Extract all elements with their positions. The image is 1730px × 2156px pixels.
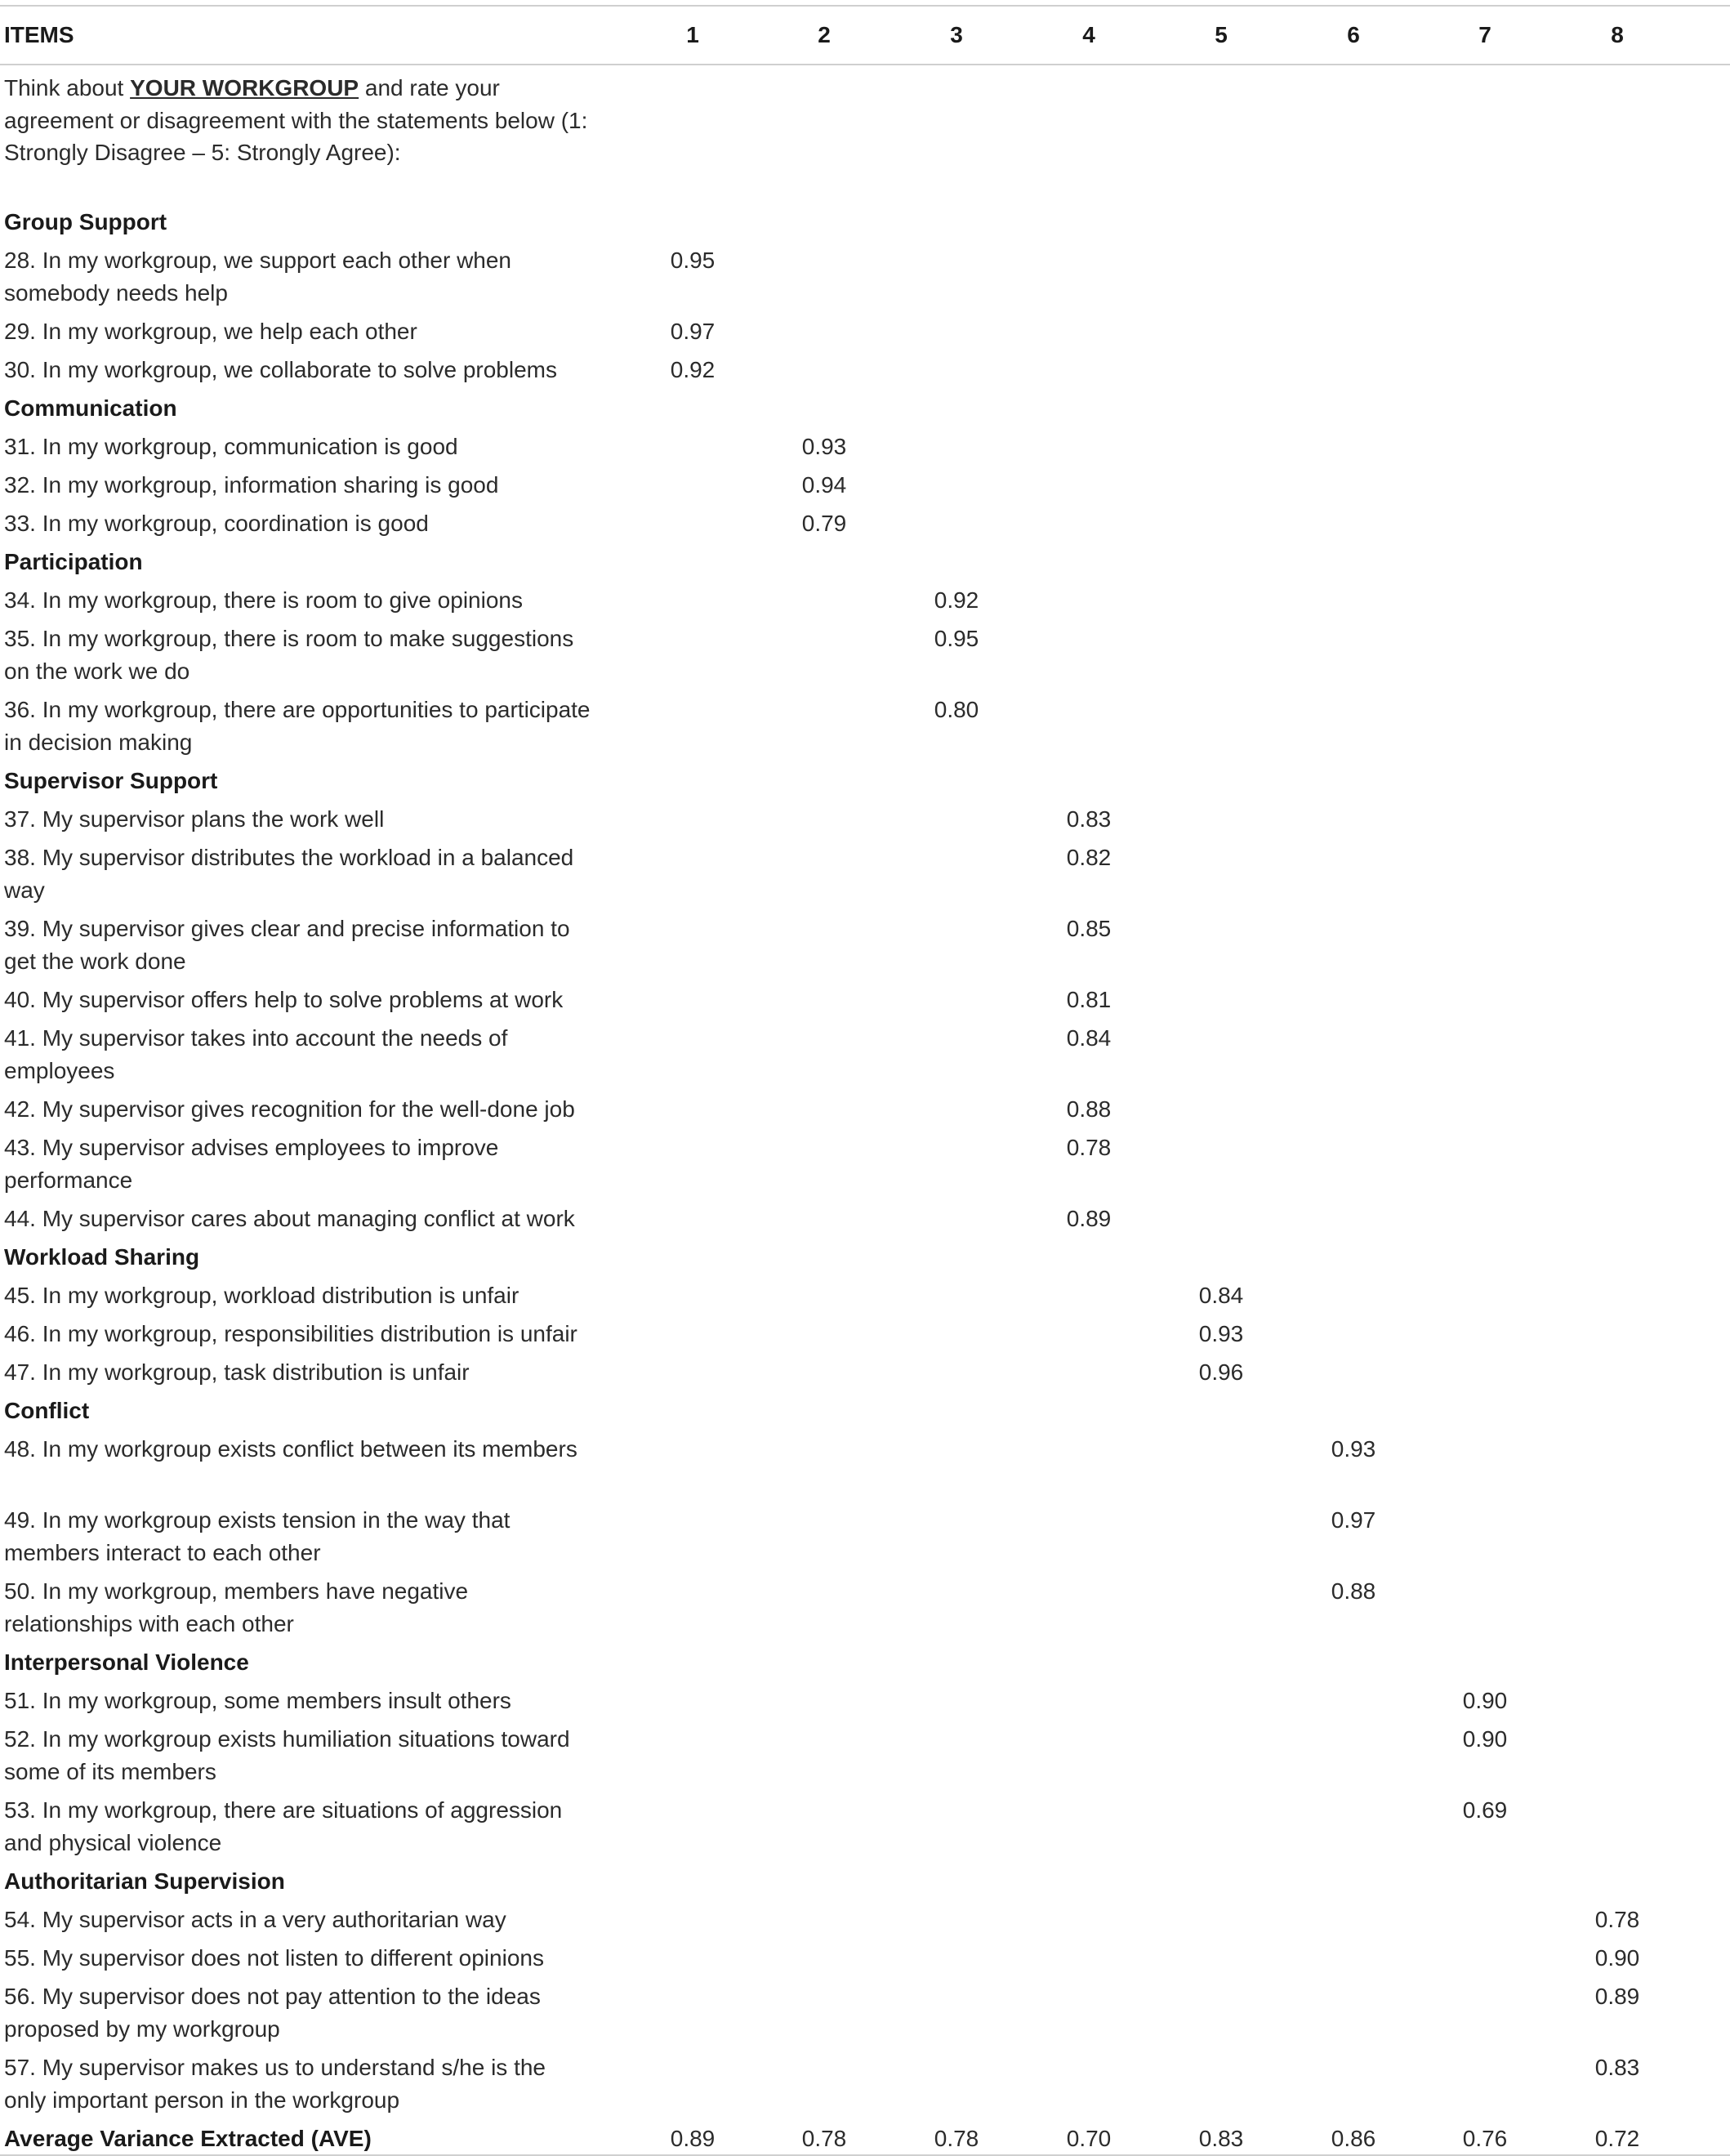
section-title: Supervisor Support [4, 768, 218, 793]
factor-loading: 0.95 [670, 248, 716, 273]
table-row [0, 797, 1730, 835]
factor-loading: 0.78 [1594, 1907, 1640, 1932]
header-factor-7: 7 [1478, 22, 1491, 47]
item-statement: 45. In my workgroup, workload distribution is unfair [4, 1283, 519, 1308]
table-row [0, 238, 1730, 309]
item-statement: 48. In my workgroup exists conflict between its members [4, 1436, 577, 1462]
ave-value-7: 0.76 [1462, 2126, 1508, 2151]
factor-loading: 0.90 [1594, 1945, 1640, 1971]
factor-loading: 0.84 [1198, 1283, 1244, 1308]
ave-value-6: 0.86 [1331, 2126, 1376, 2151]
factor-loading: 0.97 [1331, 1507, 1376, 1533]
table-row [0, 1016, 1730, 1087]
item-statement: 47. In my workgroup, task distribution is unfair [4, 1359, 470, 1385]
ave-value-5: 0.83 [1198, 2126, 1244, 2151]
table-header [0, 7, 1730, 65]
factor-loading: 0.96 [1198, 1359, 1244, 1385]
header-factor-1: 1 [686, 22, 699, 47]
factor-loading: 0.82 [1066, 845, 1112, 870]
table-row [0, 1350, 1730, 1388]
factor-loading: 0.88 [1066, 1096, 1112, 1122]
section-title: Authoritarian Supervision [4, 1868, 285, 1894]
table-row [0, 1974, 1730, 2045]
table-row [0, 906, 1730, 977]
header-factor-5: 5 [1215, 22, 1228, 47]
ave-value-2: 0.78 [801, 2126, 847, 2151]
item-statement: 53. In my workgroup, there are situations of aggression and physical violence [4, 1797, 563, 1855]
section-header-row [0, 1234, 1730, 1273]
item-statement: 43. My supervisor advises employees to improve performance [4, 1135, 499, 1193]
section-header-row [0, 758, 1730, 797]
section-header-row [0, 1859, 1730, 1897]
table-row [0, 309, 1730, 347]
item-statement: 38. My supervisor distributes the workload in a balanced way [4, 845, 574, 903]
factor-loading: 0.93 [801, 434, 847, 459]
table-row [0, 1678, 1730, 1716]
item-statement: 37. My supervisor plans the work well [4, 806, 385, 832]
factor-loading: 0.97 [670, 319, 716, 344]
table-row [0, 616, 1730, 687]
section-title: Conflict [4, 1398, 90, 1423]
item-statement: 28. In my workgroup, we support each other when somebody needs help [4, 248, 512, 306]
table-row [0, 2045, 1730, 2116]
ave-value-8: 0.72 [1594, 2126, 1640, 2151]
item-statement: 46. In my workgroup, responsibilities distribution is unfair [4, 1321, 577, 1346]
table-row [0, 1196, 1730, 1234]
item-statement: 39. My supervisor gives clear and precise information to get the work done [4, 916, 570, 974]
table-row [0, 1935, 1730, 1974]
table-row [0, 687, 1730, 758]
ave-row [0, 2116, 1730, 2156]
table-row [0, 501, 1730, 539]
item-statement: 54. My supervisor acts in a very authoritarian way [4, 1907, 506, 1932]
section-header-row [0, 539, 1730, 578]
table-row [0, 1087, 1730, 1125]
factor-loading: 0.83 [1066, 806, 1112, 832]
section-title: Communication [4, 395, 177, 421]
section-header-row [0, 1388, 1730, 1426]
factor-loading: 0.85 [1066, 916, 1112, 941]
factor-loading: 0.92 [934, 587, 979, 613]
item-statement: 57. My supervisor makes us to understand s/he is the only important person in the workgroup [4, 2055, 546, 2113]
factor-loading: 0.79 [801, 511, 847, 536]
table-row [0, 1273, 1730, 1311]
table-row [0, 424, 1730, 462]
factor-loading: 0.81 [1066, 987, 1112, 1012]
factor-loading: 0.80 [934, 697, 979, 722]
factor-loading: 0.93 [1331, 1436, 1376, 1462]
factor-loading: 0.84 [1066, 1025, 1112, 1051]
section-title: Participation [4, 549, 143, 574]
table-body [0, 199, 1730, 2116]
header-factor-8: 8 [1611, 22, 1624, 47]
item-statement: 44. My supervisor cares about managing conflict at work [4, 1206, 575, 1231]
ave-label: Average Variance Extracted (AVE) [4, 2126, 372, 2151]
section-header-row [0, 199, 1730, 238]
factor-loading: 0.88 [1331, 1578, 1376, 1604]
table-row [0, 1498, 1730, 1569]
header-factor-4: 4 [1082, 22, 1095, 47]
item-statement: 41. My supervisor takes into account the needs of employees [4, 1025, 508, 1083]
section-title: Workload Sharing [4, 1244, 200, 1270]
workgroup-emphasis: YOUR WORKGROUP [130, 75, 359, 100]
factor-loading: 0.89 [1594, 1984, 1640, 2009]
item-statement: 29. In my workgroup, we help each other [4, 319, 417, 344]
table-row [0, 1569, 1730, 1640]
factor-loading: 0.89 [1066, 1206, 1112, 1231]
section-header-row [0, 386, 1730, 424]
table-row [0, 1426, 1730, 1498]
header-factor-6: 6 [1347, 22, 1360, 47]
instructions-text: Think about YOUR WORKGROUP and rate your agreement or disagreement with the statements below (1: Strongly Disagree – 5: Strongly Agree): [4, 75, 588, 165]
item-statement: 33. In my workgroup, coordination is good [4, 511, 429, 536]
item-statement: 32. In my workgroup, information sharing is good [4, 472, 499, 498]
factor-loading: 0.90 [1462, 1688, 1508, 1713]
factor-loading: 0.95 [934, 626, 979, 651]
factor-loading: 0.90 [1462, 1726, 1508, 1752]
item-statement: 49. In my workgroup exists tension in the way that members interact to each other [4, 1507, 511, 1565]
table-row [0, 578, 1730, 616]
item-statement: 36. In my workgroup, there are opportunities to participate in decision making [4, 697, 591, 755]
ave-value-1: 0.89 [670, 2126, 716, 2151]
item-statement: 55. My supervisor does not listen to different opinions [4, 1945, 544, 1971]
factor-loading: 0.94 [801, 472, 847, 498]
table-row [0, 462, 1730, 501]
loadings-table [0, 5, 1730, 2156]
factor-loading: 0.83 [1594, 2055, 1640, 2080]
table-row [0, 1897, 1730, 1935]
table-row [0, 835, 1730, 906]
factor-loading: 0.92 [670, 357, 716, 382]
table-row [0, 1788, 1730, 1859]
item-statement: 51. In my workgroup, some members insult others [4, 1688, 511, 1713]
section-header-row [0, 1640, 1730, 1678]
table-row [0, 977, 1730, 1016]
instructions-row [0, 65, 1730, 199]
header-factor-2: 2 [818, 22, 831, 47]
table-row [0, 347, 1730, 386]
item-statement: 34. In my workgroup, there is room to give opinions [4, 587, 523, 613]
table-row [0, 1125, 1730, 1196]
item-statement: 42. My supervisor gives recognition for the well-done job [4, 1096, 575, 1122]
factor-loading: 0.78 [1066, 1135, 1112, 1160]
section-title: Interpersonal Violence [4, 1649, 249, 1675]
ave-value-3: 0.78 [934, 2126, 979, 2151]
factor-loading: 0.69 [1462, 1797, 1508, 1823]
item-statement: 35. In my workgroup, there is room to make suggestions on the work we do [4, 626, 574, 684]
section-title: Group Support [4, 209, 167, 234]
item-statement: 31. In my workgroup, communication is good [4, 434, 458, 459]
item-statement: 40. My supervisor offers help to solve problems at work [4, 987, 564, 1012]
table-row [0, 1716, 1730, 1788]
factor-loading: 0.93 [1198, 1321, 1244, 1346]
item-statement: 50. In my workgroup, members have negative relationships with each other [4, 1578, 469, 1636]
table-row [0, 1311, 1730, 1350]
item-statement: 52. In my workgroup exists humiliation situations toward some of its members [4, 1726, 570, 1784]
item-statement: 30. In my workgroup, we collaborate to solve problems [4, 357, 557, 382]
header-items: ITEMS [4, 22, 74, 47]
ave-value-4: 0.70 [1066, 2126, 1112, 2151]
item-statement: 56. My supervisor does not pay attention to the ideas proposed by my workgroup [4, 1984, 541, 2042]
header-factor-3: 3 [950, 22, 963, 47]
